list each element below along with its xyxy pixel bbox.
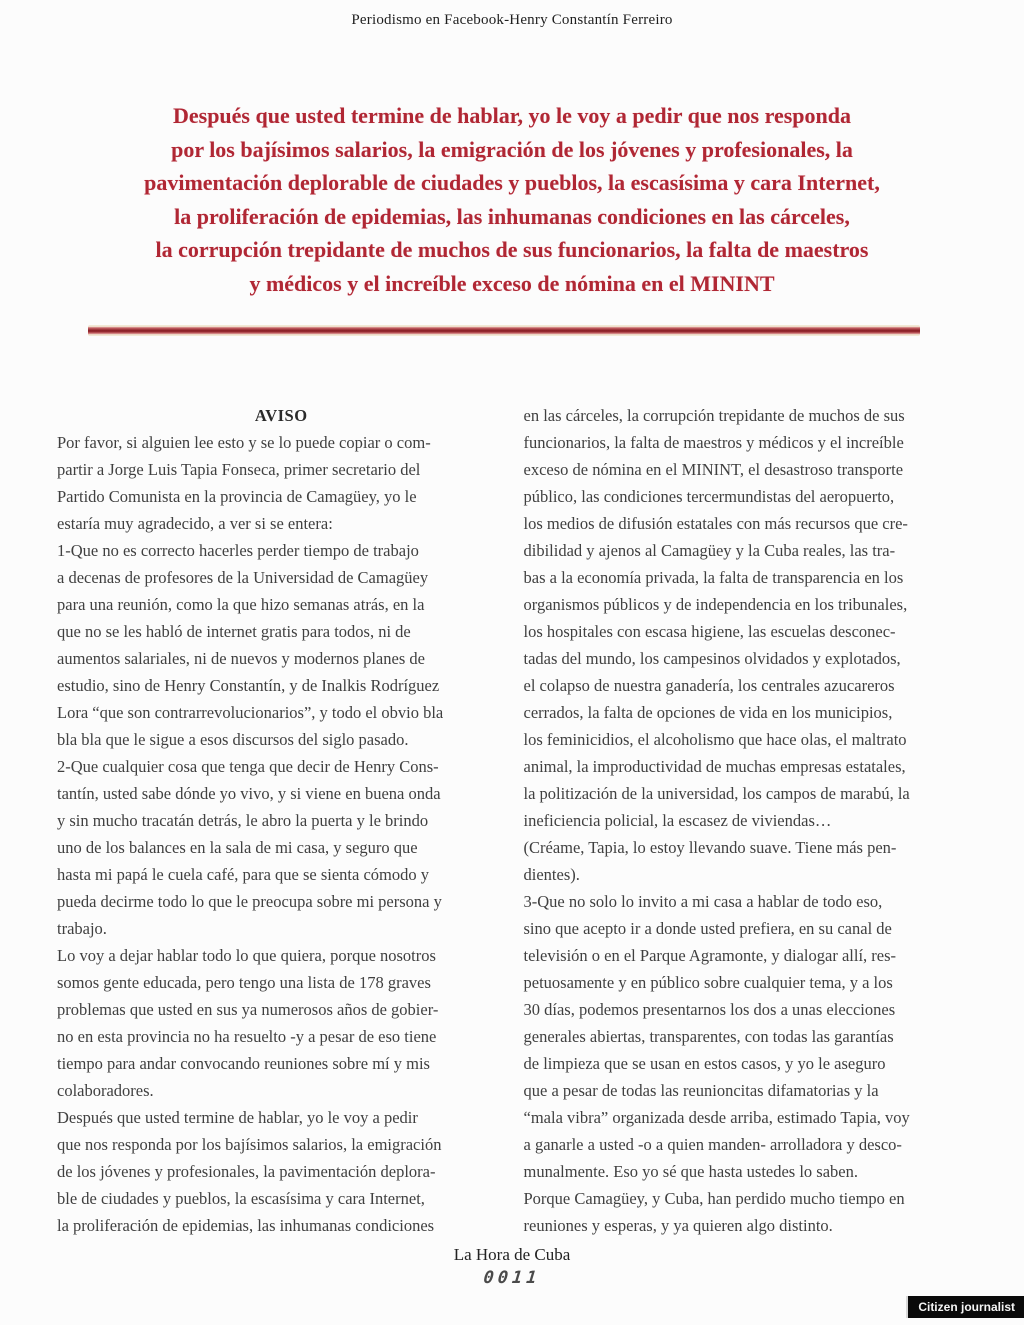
- text-line: munalmente. Eso yo sé que hasta ustedes lo saben.: [523, 1162, 859, 1181]
- text-line: que no se les habló de internet gratis para todos, ni de: [57, 622, 411, 641]
- text-line: para una reunión, como la que hizo semanas atrás, en la: [57, 595, 425, 614]
- text-line: pavimentación deplorable de ciudades y pueblos, la escasísima y cara Internet,: [144, 170, 880, 195]
- text-line: la proliferación de epidemias, las inhumanas condiciones: [57, 1216, 435, 1235]
- text-line: de los jóvenes y profesionales, la pavimentación deplora-: [57, 1162, 436, 1181]
- text-line: partir a Jorge Luis Tapia Fonseca, primer secretario del: [57, 460, 421, 479]
- text-line: hasta mi papá le cuela café, para que se sienta cómodo y: [57, 865, 429, 884]
- text-line: Después que usted termine de hablar, yo le voy a pedir: [57, 1108, 418, 1127]
- text-line: ineficiencia policial, la escasez de viviendas…: [523, 811, 832, 830]
- citizen-journalist-badge: Citizen journalist: [906, 1296, 1024, 1318]
- text-line: exceso de nómina en el MININT, el desastroso transporte: [523, 460, 904, 479]
- text-line: televisión o en el Parque Agramonte, y dialogar allí, res-: [523, 946, 897, 965]
- text-line: sino que acepto ir a donde usted prefiera, en su canal de: [523, 919, 892, 938]
- text-line: ble de ciudades y pueblos, la escasísima y cara Internet,: [57, 1189, 425, 1208]
- text-line: tantín, usted sabe dónde yo vivo, y si viene en buena onda: [57, 784, 441, 803]
- text-line: Lora “que son contrarrevolucionarios”, y todo el obvio bla: [57, 703, 444, 722]
- text-line: animal, la improductividad de muchas empresas estatales,: [523, 757, 906, 776]
- text-line: el colapso de nuestra ganadería, los centrales azucareros: [523, 676, 895, 695]
- text-line: 30 días, podemos presentarnos los dos a unas elecciones: [523, 1000, 896, 1019]
- text-line: Después que usted termine de hablar, yo le voy a pedir que nos responda: [172, 103, 851, 128]
- text-line: en las cárceles, la corrupción trepidante de muchos de sus: [523, 406, 905, 425]
- left-column: [57, 402, 506, 1239]
- article-body: [0, 402, 1024, 1239]
- text-line: Porque Camagüey, y Cuba, han perdido mucho tiempo en: [523, 1189, 905, 1208]
- digital-clock: 0011: [482, 1268, 542, 1288]
- text-line: 2-Que cualquier cosa que tenga que decir de Henry Cons-: [57, 757, 439, 776]
- text-line: tadas del mundo, los campesinos olvidados y explotados,: [523, 649, 901, 668]
- text-line: cerrados, la falta de opciones de vida en los municipios,: [523, 703, 893, 722]
- right-column: [524, 402, 973, 1239]
- text-line: funcionarios, la falta de maestros y médicos y el increíble: [523, 433, 904, 452]
- text-line: petuosamente y en público sobre cualquier tema, y a los: [523, 973, 893, 992]
- text-line: estudio, sino de Henry Constantín, y de Inalkis Rodríguez: [57, 676, 440, 695]
- text-line: a ganarle a usted -o a quien manden- arrolladora y desco-: [523, 1135, 902, 1154]
- text-line: colaboradores.: [57, 1081, 154, 1100]
- text-line: bla bla que le sigue a esos discursos del siglo pasado.: [57, 730, 409, 749]
- text-line: Partido Comunista en la provincia de Camagüey, yo le: [57, 487, 417, 506]
- text-line: trabajo.: [57, 919, 107, 938]
- text-line: aumentos salariales, ni de nuevos y modernos planes de: [57, 649, 425, 668]
- text-line: de limpieza que se usan en estos casos, y yo le aseguro: [523, 1054, 886, 1073]
- text-line: bas a la economía privada, la falta de transparencia en los: [523, 568, 904, 587]
- text-line: pueda decirme todo lo que le preocupa sobre mi persona y: [57, 892, 442, 911]
- text-line: 1-Que no es correcto hacerles perder tiempo de trabajo: [57, 541, 419, 560]
- text-line: a decenas de profesores de la Universidad de Camagüey: [57, 568, 429, 587]
- text-line: dientes).: [523, 865, 580, 884]
- text-line: los medios de difusión estatales con más recursos que cre-: [523, 514, 908, 533]
- page-header: Periodismo en Facebook-Henry Constantín Ferreiro: [351, 12, 673, 28]
- text-line: los hospitales con escasa higiene, las escuelas desconec-: [523, 622, 896, 641]
- text-line: la corrupción trepidante de muchos de sus funcionarios, la falta de maestros: [155, 237, 869, 262]
- text-line: y sin mucho tracatán detrás, le abro la puerta y le brindo: [57, 811, 429, 830]
- text-line: la proliferación de epidemias, las inhumanas condiciones en las cárceles,: [174, 203, 850, 229]
- text-line: somos gente educada, pero tengo una lista de 178 graves: [57, 973, 431, 992]
- text-line: generales abiertas, transparentes, con todas las garantías: [523, 1027, 894, 1046]
- publication-name: La Hora de Cuba: [453, 1245, 571, 1264]
- text-line: problemas que usted en sus ya numerosos años de gobier-: [57, 1000, 439, 1019]
- text-line: que a pesar de todas las reunioncitas difamatorias y la: [523, 1081, 879, 1100]
- text-line: y médicos y el increíble exceso de nómina en el MININT: [249, 270, 775, 296]
- text-line: por los bajísimos salarios, la emigración de los jóvenes y profesionales, la: [171, 136, 853, 162]
- text-line: los feminicidios, el alcoholismo que hace olas, el maltrato: [523, 730, 907, 749]
- text-line: que nos responda por los bajísimos salarios, la emigración: [57, 1135, 442, 1154]
- headline: [0, 99, 1024, 300]
- text-line: público, las condiciones tercermundistas del aeropuerto,: [523, 487, 895, 506]
- text-line: (Créame, Tapia, lo estoy llevando suave. Tiene más pen-: [523, 838, 897, 857]
- text-line: estaría muy agradecido, a ver si se entera:: [57, 514, 333, 533]
- text-line: 3-Que no solo lo invito a mi casa a hablar de todo eso,: [523, 892, 883, 911]
- text-line: uno de los balances en la sala de mi casa, y seguro que: [57, 838, 418, 857]
- text-line: no en esta provincia no ha resuelto -y a pesar de eso tiene: [57, 1027, 437, 1046]
- text-line: dibilidad y ajenos al Camagüey y la Cuba reales, las tra-: [523, 541, 896, 560]
- left-column-text: [57, 429, 506, 1239]
- aviso-heading: AVISO: [254, 406, 308, 425]
- red-divider-rule: [88, 325, 920, 336]
- right-column-text: [524, 402, 973, 1239]
- text-line: organismos públicos y de independencia en los tribunales,: [523, 595, 908, 614]
- text-line: reuniones y esperas, y ya quieren algo distinto.: [523, 1216, 833, 1235]
- text-line: Por favor, si alguien lee esto y se lo puede copiar o com-: [57, 433, 431, 452]
- text-line: Lo voy a dejar hablar todo lo que quiera, porque nosotros: [57, 946, 436, 965]
- text-line: la politización de la universidad, los campos de marabú, la: [523, 784, 910, 803]
- text-line: tiempo para andar convocando reuniones sobre mí y mis: [57, 1054, 430, 1073]
- text-line: “mala vibra” organizada desde arriba, estimado Tapia, voy: [523, 1108, 910, 1127]
